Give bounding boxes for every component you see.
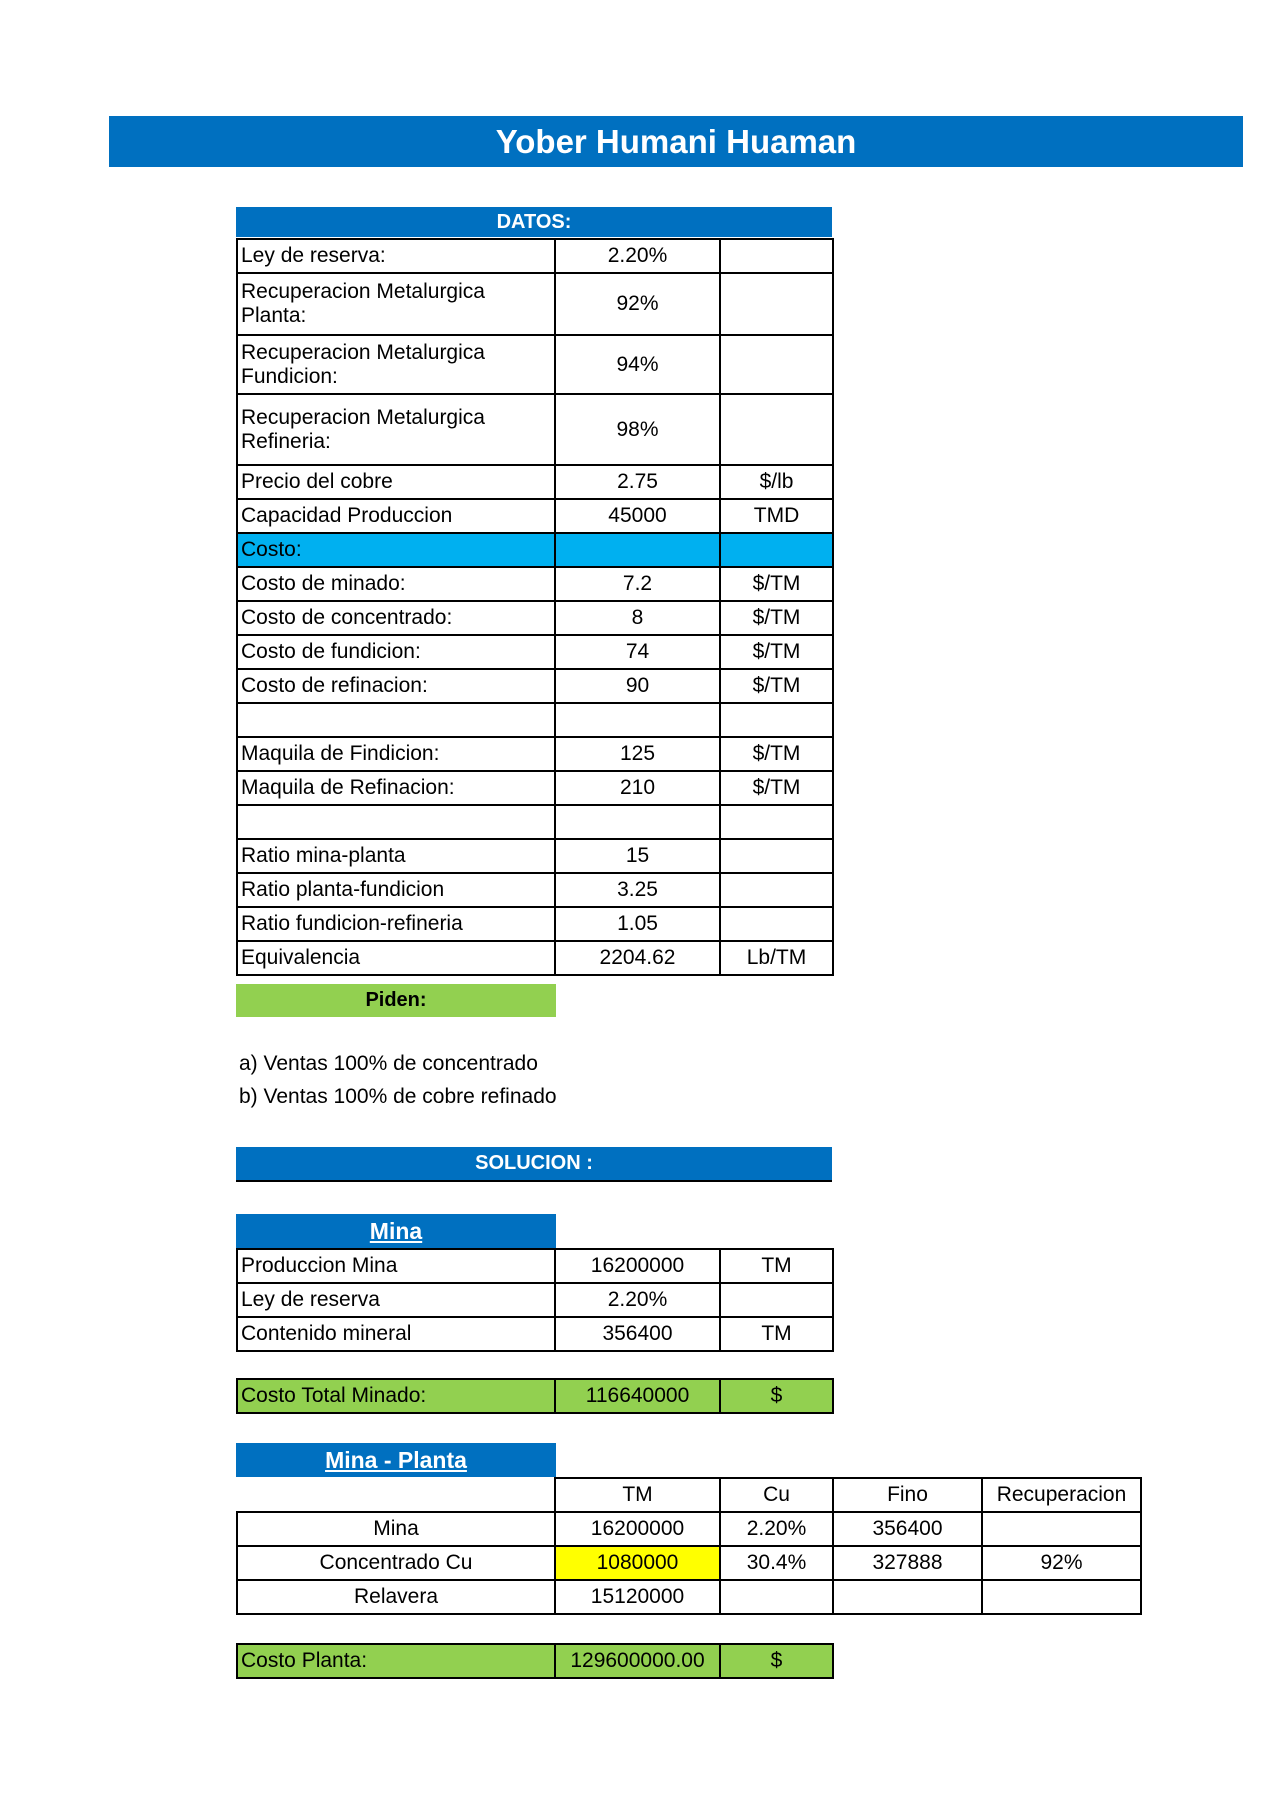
piden-item-b: b) Ventas 100% de cobre refinado [239, 1085, 557, 1108]
mina-planta-row [237, 1580, 1141, 1614]
costo-total-minado-value: 116640000 [555, 1379, 720, 1413]
datos-row [237, 669, 833, 703]
datos-row [237, 635, 833, 669]
datos-unit: Lb/TM [720, 941, 833, 975]
costo-section-row [237, 533, 833, 567]
datos-value [555, 533, 720, 567]
datos-label: Costo de fundicion: [237, 635, 555, 669]
datos-unit [720, 335, 833, 394]
datos-row [237, 839, 833, 873]
mina-planta-header-row [237, 1478, 1141, 1512]
mina-unit: TM [720, 1249, 833, 1283]
piden-heading: Piden: [236, 984, 556, 1017]
costo-planta-value: 129600000.00 [555, 1644, 720, 1678]
datos-row [237, 601, 833, 635]
mina-planta-row [237, 1546, 1141, 1580]
datos-row [237, 335, 833, 394]
datos-label: Maquila de Refinacion: [237, 771, 555, 805]
datos-value: 2204.62 [555, 941, 720, 975]
datos-label: Precio del cobre [237, 465, 555, 499]
datos-row [237, 873, 833, 907]
datos-label: Equivalencia [237, 941, 555, 975]
column-header-fino: Fino [833, 1478, 982, 1512]
datos-label: Costo: [237, 533, 555, 567]
costo-total-minado-row [237, 1379, 833, 1413]
mina-row [237, 1249, 833, 1283]
datos-label: Costo de refinacion: [237, 669, 555, 703]
mina-planta-heading: Mina - Planta [236, 1443, 556, 1477]
datos-row [237, 805, 833, 839]
datos-unit: $/TM [720, 737, 833, 771]
column-header-tm: TM [555, 1478, 720, 1512]
cell-recuperacion [982, 1580, 1141, 1614]
mina-label: Ley de reserva [237, 1283, 555, 1317]
datos-value [555, 805, 720, 839]
datos-value: 98% [555, 394, 720, 465]
cell-fino [833, 1580, 982, 1614]
datos-unit [720, 394, 833, 465]
mina-value: 2.20% [555, 1283, 720, 1317]
cell-cu [720, 1580, 833, 1614]
datos-label: Costo de minado: [237, 567, 555, 601]
datos-unit [720, 533, 833, 567]
datos-unit: $/TM [720, 601, 833, 635]
datos-value: 7.2 [555, 567, 720, 601]
datos-row [237, 941, 833, 975]
cell-fino: 356400 [833, 1512, 982, 1546]
datos-row [237, 907, 833, 941]
datos-label: Maquila de Findicion: [237, 737, 555, 771]
datos-row [237, 567, 833, 601]
datos-label: Ley de reserva: [237, 239, 555, 273]
row-label: Mina [237, 1512, 555, 1546]
datos-value: 74 [555, 635, 720, 669]
solucion-heading: SOLUCION : [236, 1147, 832, 1182]
empty-header-cell [237, 1478, 555, 1512]
column-header-recuperacion: Recuperacion [982, 1478, 1141, 1512]
row-label: Concentrado Cu [237, 1546, 555, 1580]
costo-planta-table [236, 1643, 834, 1679]
datos-label: Recuperacion Metalurgica Refineria: [237, 394, 555, 465]
costo-planta-unit: $ [720, 1644, 833, 1678]
datos-row [237, 499, 833, 533]
datos-value: 15 [555, 839, 720, 873]
datos-value: 94% [555, 335, 720, 394]
costo-total-minado-label: Costo Total Minado: [237, 1379, 555, 1413]
datos-unit: $/TM [720, 669, 833, 703]
datos-row [237, 273, 833, 335]
page-title: Yober Humani Huaman [109, 116, 1243, 167]
cell-fino: 327888 [833, 1546, 982, 1580]
mina-planta-table [236, 1477, 1142, 1615]
costo-planta-label: Costo Planta: [237, 1644, 555, 1678]
datos-unit: TMD [720, 499, 833, 533]
datos-label: Costo de concentrado: [237, 601, 555, 635]
datos-unit [720, 273, 833, 335]
datos-value: 3.25 [555, 873, 720, 907]
datos-value: 210 [555, 771, 720, 805]
datos-label: Capacidad Produccion [237, 499, 555, 533]
datos-label: Ratio mina-planta [237, 839, 555, 873]
datos-unit: $/TM [720, 567, 833, 601]
datos-unit [720, 805, 833, 839]
datos-unit [720, 239, 833, 273]
datos-value: 2.75 [555, 465, 720, 499]
mina-value: 356400 [555, 1317, 720, 1351]
datos-row [237, 771, 833, 805]
datos-value: 92% [555, 273, 720, 335]
cell-recuperacion [982, 1512, 1141, 1546]
mina-heading: Mina [236, 1214, 556, 1248]
row-label: Relavera [237, 1580, 555, 1614]
datos-row [237, 703, 833, 737]
cell-tm: 16200000 [555, 1512, 720, 1546]
datos-unit: $/TM [720, 771, 833, 805]
datos-label [237, 805, 555, 839]
datos-value: 2.20% [555, 239, 720, 273]
datos-row [237, 737, 833, 771]
datos-label [237, 703, 555, 737]
cell-recuperacion: 92% [982, 1546, 1141, 1580]
mina-row [237, 1283, 833, 1317]
datos-unit [720, 907, 833, 941]
mina-unit: TM [720, 1317, 833, 1351]
datos-unit [720, 839, 833, 873]
datos-value: 90 [555, 669, 720, 703]
costo-total-minado-unit: $ [720, 1379, 833, 1413]
datos-row [237, 239, 833, 273]
datos-row [237, 465, 833, 499]
mina-planta-row [237, 1512, 1141, 1546]
datos-label: Recuperacion Metalurgica Fundicion: [237, 335, 555, 394]
datos-value: 8 [555, 601, 720, 635]
datos-table [236, 238, 834, 976]
costo-planta-row [237, 1644, 833, 1678]
datos-label: Ratio fundicion-refineria [237, 907, 555, 941]
datos-heading: DATOS: [236, 207, 832, 237]
datos-unit: $/lb [720, 465, 833, 499]
mina-table [236, 1248, 834, 1352]
datos-value: 1.05 [555, 907, 720, 941]
mina-row [237, 1317, 833, 1351]
datos-value: 125 [555, 737, 720, 771]
mina-unit [720, 1283, 833, 1317]
datos-unit [720, 703, 833, 737]
datos-row [237, 394, 833, 465]
datos-label: Ratio planta-fundicion [237, 873, 555, 907]
datos-unit [720, 873, 833, 907]
column-header-cu: Cu [720, 1478, 833, 1512]
mina-label: Contenido mineral [237, 1317, 555, 1351]
cell-tm-highlighted: 1080000 [555, 1546, 720, 1580]
cell-cu: 30.4% [720, 1546, 833, 1580]
mina-value: 16200000 [555, 1249, 720, 1283]
costo-total-minado-table [236, 1378, 834, 1414]
piden-item-a: a) Ventas 100% de concentrado [239, 1052, 538, 1075]
datos-label: Recuperacion Metalurgica Planta: [237, 273, 555, 335]
cell-tm: 15120000 [555, 1580, 720, 1614]
datos-unit: $/TM [720, 635, 833, 669]
cell-cu: 2.20% [720, 1512, 833, 1546]
datos-value [555, 703, 720, 737]
mina-label: Produccion Mina [237, 1249, 555, 1283]
datos-value: 45000 [555, 499, 720, 533]
